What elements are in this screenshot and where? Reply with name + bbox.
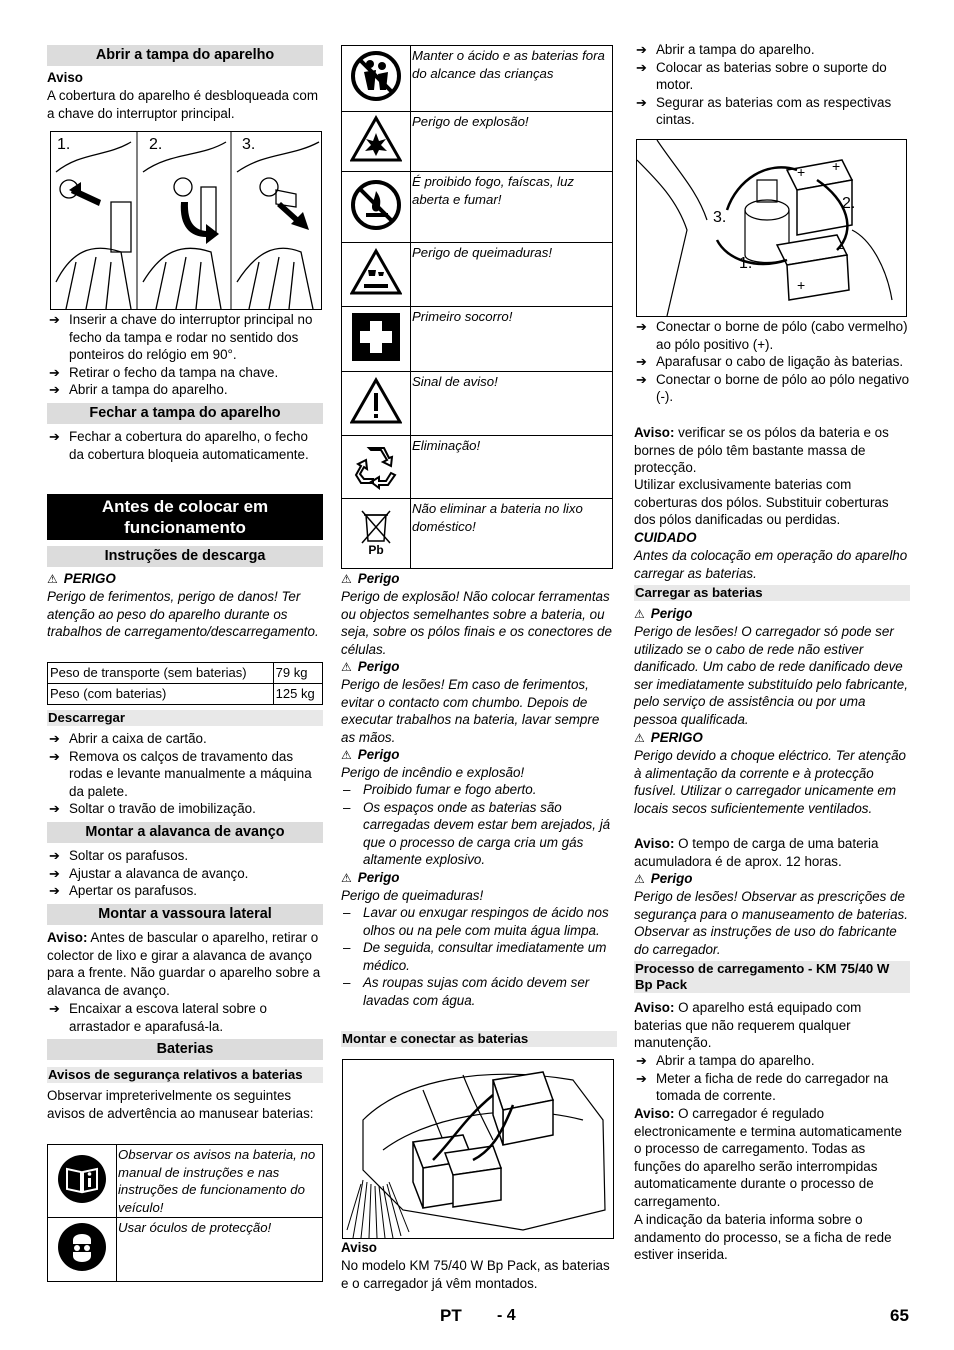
acid-burn-icon (342, 243, 411, 307)
step: ➔ Ajustar a alavanca de avanço. (47, 865, 323, 883)
fig-label-1: 1. (57, 136, 71, 153)
warning-triangle-icon: ⚠ (47, 572, 58, 586)
step: ➔ Remova os calços de travamento das rodas e levante manualmente a máquina da palete. (47, 748, 323, 801)
perigo-heading: ⚠ Perigo (341, 659, 400, 674)
symbol-text: Não eliminar a bateria no lixo doméstico! (411, 499, 613, 569)
symbol-text: Sinal de aviso! (411, 372, 613, 436)
aviso-manutencao: Aviso: O aparelho está equipado com baterias que não requerem qualquer manutenção. (634, 1000, 862, 1051)
aviso-tempo-carga: Aviso: O tempo de carga de uma bateria acumuladora é de aprox. 12 horas. (634, 836, 879, 869)
alavanca-steps (47, 847, 323, 900)
heading-baterias: Baterias (47, 1039, 323, 1060)
perigo-list (341, 781, 616, 869)
cuidado-label: CUIDADO (634, 530, 697, 545)
vassoura-step: ➔ Encaixar a escova lateral sobre o arrastador e aparafusá-la. (47, 1000, 323, 1035)
perigo-heading: ⚠ Perigo (634, 606, 693, 621)
no-fire-icon (342, 172, 411, 243)
first-aid-icon (342, 307, 411, 372)
symbol-text: É proibido fogo, faíscas, luz aberta e fumar! (411, 172, 613, 243)
aviso-carregador: Aviso: O carregador é regulado electronicamente e termina automaticamente o processo de carregamento. Todas as funções do aparelho serão interrompidas automaticamente durante o processo de carregamento. (634, 1106, 902, 1209)
list-item: – Proibido fumar e fogo aberto. (341, 781, 616, 799)
aviso-label: Aviso (47, 70, 83, 85)
list-item: – De seguida, consultar imediatamente um médico. (341, 939, 616, 974)
perigo-list (341, 904, 616, 1010)
symbol-text: Usar óculos de protecção! (117, 1218, 323, 1282)
table-row (342, 46, 613, 112)
warning-sign-icon (342, 372, 411, 436)
table-row (342, 307, 613, 372)
table-row (48, 1145, 323, 1218)
step: ➔ Abrir a tampa do aparelho. (47, 381, 323, 399)
figure-battery-placement (342, 1059, 614, 1239)
svg-text:+: + (797, 164, 806, 180)
footer-page-number: 65 (890, 1306, 909, 1325)
perigo-text: Perigo de lesões! Em caso de ferimentos, evitar o contacto com chumbo. Depois de executar trabalhos na bateria, lavar sempre as mãos. (341, 677, 600, 745)
svg-text:−: − (837, 240, 846, 256)
abrir-steps (47, 311, 323, 399)
heading-antes-funcionamento: Antes de colocar em funcionamento (47, 494, 323, 540)
figure-battery-connection (636, 139, 907, 317)
symbol-text: Perigo de queimaduras! (411, 243, 613, 307)
fig-label-3: 3. (242, 136, 256, 153)
recycling-icon (342, 436, 411, 499)
warning-triangle-icon: ⚠ (341, 871, 352, 885)
heading-avisos-seguranca: Avisos de segurança relativos a baterias (47, 1067, 323, 1083)
perigo-heading: ⚠ PERIGO (634, 730, 703, 745)
aviso-text: A cobertura do aparelho é desbloqueada com a chave do interruptor principal. (47, 88, 318, 121)
battery-machine-illustration (343, 1060, 613, 1238)
heading-fechar-tampa: Fechar a tampa do aparelho (47, 403, 323, 424)
step: ➔ Aparafusar o cabo de ligação às baterias. (634, 353, 910, 371)
step: ➔ Conectar o borne de pólo (cabo vermelho) ao pólo positivo (+). (634, 318, 910, 353)
table-row (342, 372, 613, 436)
vassoura-aviso: Aviso: Antes de bascular o aparelho, retirar o colector de lixo e girar a alavanca de avanço para a frente. Não guardar o aparelho sobre a alavanca de avanço. (47, 930, 321, 998)
perigo-heading: ⚠ Perigo (634, 871, 693, 886)
perigo-text: Perigo devido a choque eléctrico. Ter atenção à alimentação da corrente e à protecção fusível. Utilizar o carregador unicamente em locais secos suficientemente ventilados. (634, 748, 906, 816)
table-row (48, 1218, 323, 1282)
pb-label: Pb (368, 543, 384, 556)
weights-table (47, 662, 323, 705)
step: ➔ Abrir a tampa do aparelho. (634, 41, 910, 59)
heading-instrucoes-descarga: Instruções de descarga (47, 546, 323, 567)
keep-children-away-icon (342, 46, 411, 112)
avisos-intro: Observar impreterivelmente os seguintes avisos de advertência ao manusear baterias: (47, 1088, 314, 1121)
warning-triangle-icon: ⚠ (634, 872, 645, 886)
symbol-text: Primeiro socorro! (411, 307, 613, 372)
perigo-text: Perigo de ferimentos, perigo de danos! Ter atenção ao peso do aparelho durante os trabalhos de carregamento/descarregamento. (47, 589, 319, 640)
cuidado-text: Antes da colocação em operação do aparelho carregar as baterias. (634, 548, 908, 581)
footer-lang: PT (440, 1306, 462, 1325)
table-row (342, 112, 613, 172)
heading-alavanca: Montar a alavanca de avanço (47, 822, 323, 843)
heading-carregar-baterias: Carregar as baterias (634, 585, 910, 601)
perigo-heading: ⚠ Perigo (341, 747, 400, 762)
weight-label: Peso de transporte (sem baterias) (48, 663, 274, 684)
step: ➔ Abrir a caixa de cartão. (47, 730, 323, 748)
step: ➔ Abrir a tampa do aparelho. (634, 1052, 910, 1070)
weight-value: 79 kg (273, 663, 322, 684)
list-item: – As roupas sujas com ácido devem ser lavadas com água. (341, 974, 616, 1009)
fig-label-2: 2. (149, 136, 163, 153)
heading-abrir-tampa: Abrir a tampa do aparelho (47, 45, 323, 66)
fig-label-2: 2. (842, 195, 856, 212)
perigo-text: Perigo de explosão! Não colocar ferramentas ou objectos semelhantes sobre a bateria, ou seja, sobre os pólos finais e os conectores de células. (341, 589, 612, 657)
warning-triangle-icon: ⚠ (341, 572, 352, 586)
heading-descarregar: Descarregar (47, 710, 323, 726)
svg-text:+: + (832, 158, 841, 174)
util-text: Utilizar exclusivamente baterias com coberturas dos pólos. Substituir coberturas dos pólos danificadas ou perdidas. (634, 477, 889, 528)
perigo-text: Perigo de lesões! Observar as prescrições de segurança para o manuseamento de baterias. Observar as instruções de uso do fabricante do carregador. (634, 889, 908, 957)
manual-info-icon (48, 1145, 117, 1218)
svg-text:+: + (797, 277, 806, 293)
heading-processo-carregamento: Processo de carregamento - KM 75/40 W Bp Pack (634, 961, 910, 993)
heading-montar-baterias: Montar e conectar as baterias (341, 1031, 617, 1047)
warning-triangle-icon: ⚠ (341, 660, 352, 674)
warning-triangle-icon: ⚠ (634, 607, 645, 621)
warning-triangle-icon: ⚠ (634, 731, 645, 745)
list-item: – Lavar ou enxugar respingos de ácido nos olhos ou na pele com muita água limpa. (341, 904, 616, 939)
aviso-text: No modelo KM 75/40 W Bp Pack, as baterias e o carregador já vêm montados. (341, 1258, 610, 1291)
aviso-label: Aviso (341, 1240, 377, 1255)
step: ➔ Conectar o borne de pólo ao pólo negativo (-). (634, 371, 910, 406)
list-item: – Os espaços onde as baterias são carregadas devem estar bem arejados, já que o processo de carga cria um gás altamente explosivo. (341, 799, 616, 869)
fig-label-3: 3. (713, 209, 727, 226)
heading-vassoura: Montar a vassoura lateral (47, 904, 323, 925)
table-row (48, 663, 323, 684)
symbol-text: Perigo de explosão! (411, 112, 613, 172)
goggles-icon (48, 1218, 117, 1282)
descarregar-steps (47, 730, 323, 818)
charge-steps (634, 1052, 910, 1105)
step: ➔ Meter a ficha de rede do carregador na tomada de corrente. (634, 1070, 910, 1105)
perigo-heading: ⚠ Perigo (341, 571, 400, 586)
footer-page-small: - 4 (497, 1307, 516, 1324)
fig-label-1: 1. (739, 255, 753, 272)
final-text: A indicação da bateria informa sobre o andamento do processo, se a ficha de rede estiver inserida. (634, 1212, 892, 1263)
fechar-step: ➔ Fechar a cobertura do aparelho, o fecho da cobertura bloqueia automaticamente. (47, 428, 323, 463)
explosion-icon (342, 112, 411, 172)
table-row (342, 436, 613, 499)
symbol-text: Eliminação! (411, 436, 613, 499)
symbol-text: Observar os avisos na bateria, no manual de instruções e nas instruções de funcionamento do veículo! (117, 1145, 323, 1218)
aviso-polos: Aviso: verificar se os pólos da bateria e os bornes de pólo têm bastante massa de protecção. (634, 425, 889, 476)
no-household-waste-icon (342, 499, 411, 569)
step: ➔ Apertar os parafusos. (47, 882, 323, 900)
step: ➔ Inserir a chave do interruptor principal no fecho da tampa e rodar no sentido dos ponteiros do relógio em 90°. (47, 311, 323, 364)
step: ➔ Soltar os parafusos. (47, 847, 323, 865)
table-row (342, 172, 613, 243)
perigo-heading: ⚠ PERIGO (47, 571, 116, 586)
step: ➔ Retirar o fecho da tampa na chave. (47, 364, 323, 382)
perigo-text: Perigo de lesões! O carregador só pode ser utilizado se o cabo de rede não estiver danificado. Um cabo de rede danificado deve ser imediatamente substituído pelo fabricante, pelo serviço de assistência ou por uma pessoa qualificada. (634, 624, 908, 727)
cover-key-illustration (51, 132, 321, 309)
step: ➔ Colocar as baterias sobre o suporte do motor. (634, 59, 910, 94)
perigo-text: Perigo de queimaduras! (341, 888, 484, 903)
step: ➔ Soltar o travão de imobilização. (47, 800, 323, 818)
weight-value: 125 kg (273, 684, 322, 705)
connect-steps (634, 318, 910, 406)
mount-steps (634, 41, 910, 129)
symbol-table-middle (341, 45, 613, 569)
step: ➔ Segurar as baterias com as respectivas cintas. (634, 94, 910, 129)
symbol-table-left (47, 1144, 323, 1282)
table-row (48, 684, 323, 705)
figure-open-cover-steps (50, 131, 322, 310)
symbol-text: Manter o ácido e as baterias fora do alcance das crianças (411, 46, 613, 112)
perigo-text: Perigo de incêndio e explosão! (341, 765, 525, 780)
table-row (342, 243, 613, 307)
table-row (342, 499, 613, 569)
weight-label: Peso (com baterias) (48, 684, 274, 705)
perigo-heading: ⚠ Perigo (341, 870, 400, 885)
battery-connection-illustration (637, 140, 906, 316)
warning-triangle-icon: ⚠ (341, 748, 352, 762)
